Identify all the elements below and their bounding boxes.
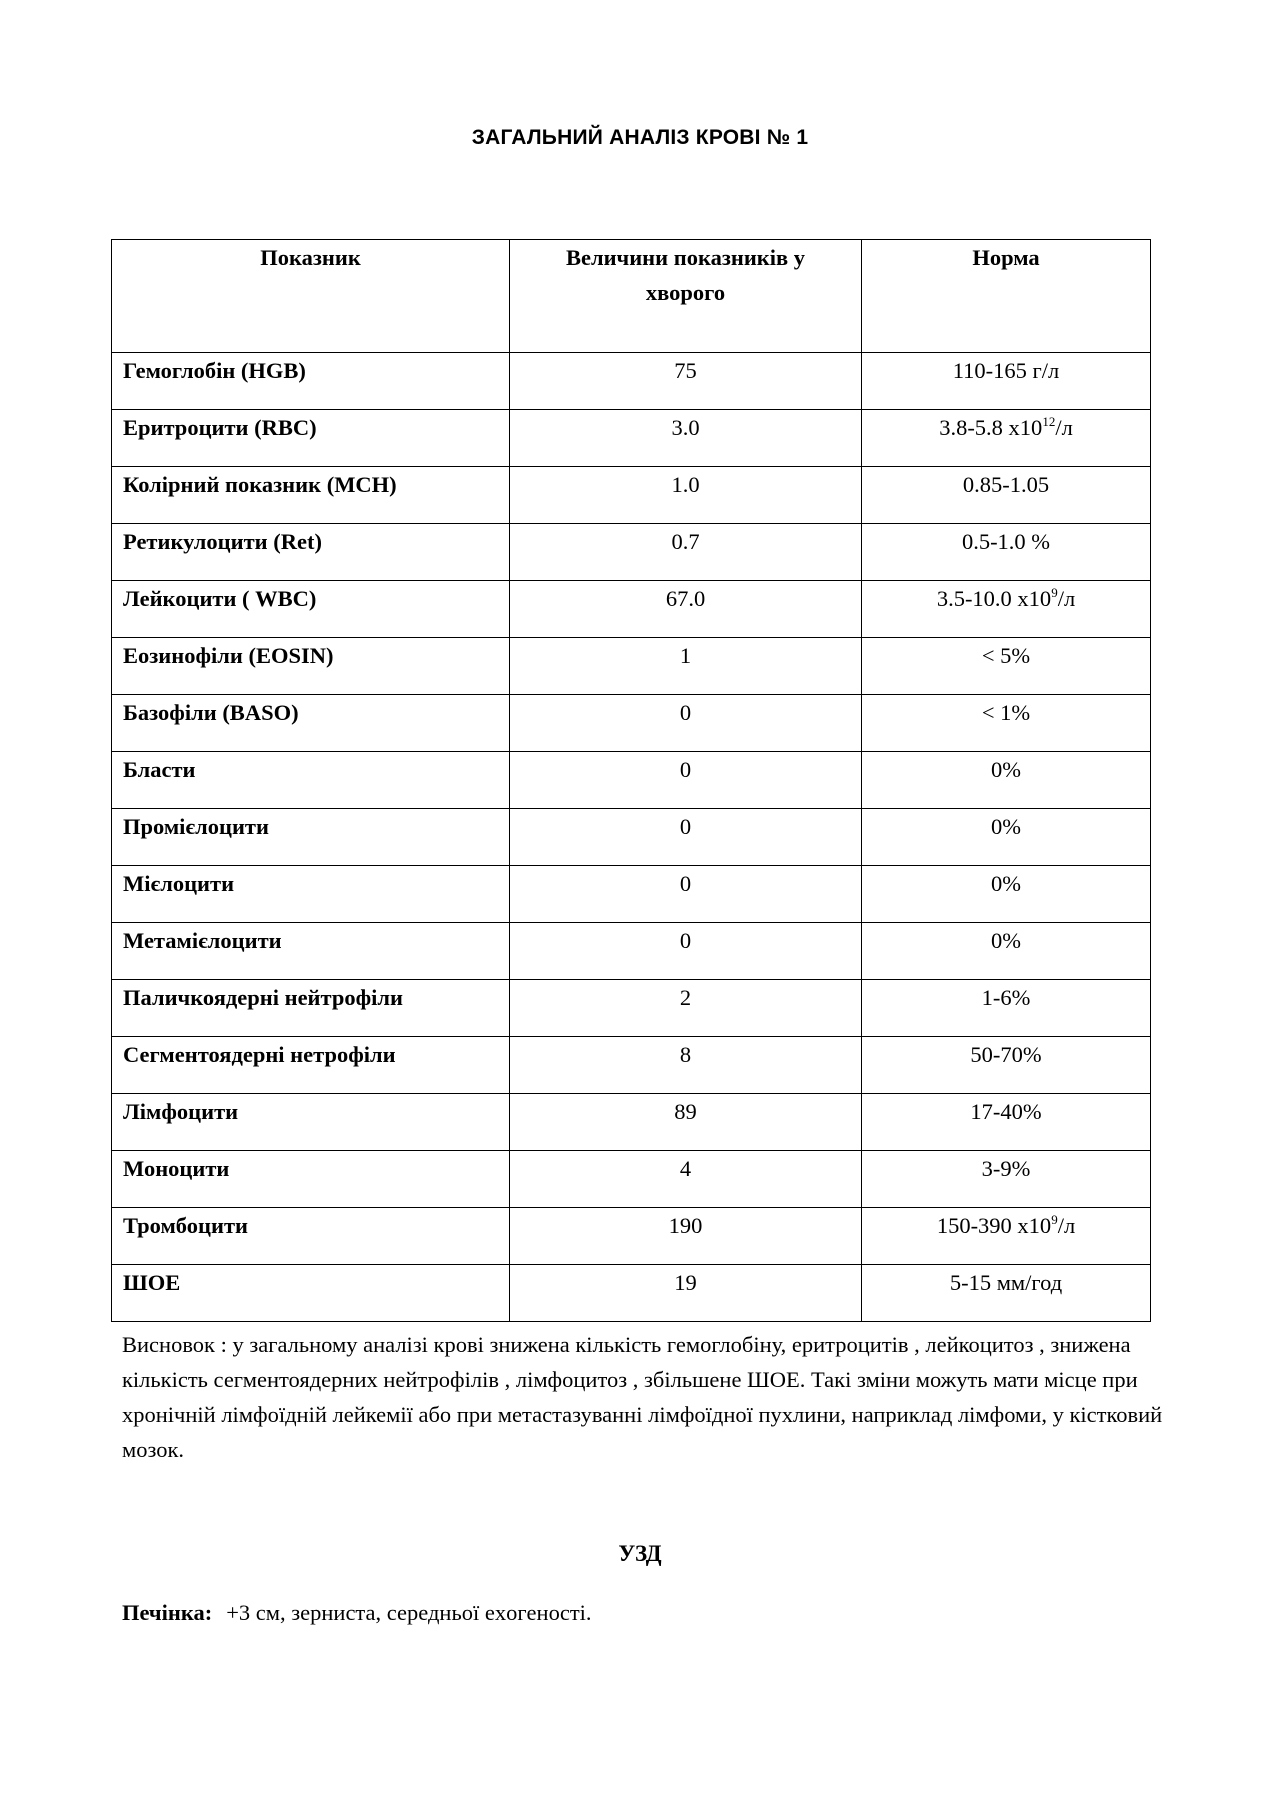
liver-text: +3 см, зерниста, середньої exoгeнocті. [226,1600,592,1625]
page-title: ЗАГАЛЬНИЙ АНАЛІЗ КРОВІ № 1 [471,126,809,149]
norm-base: < 5% [981,643,1031,668]
patient-value: 1.0 [510,467,862,524]
patient-value: 8 [510,1037,862,1094]
norm-base: 0% [991,814,1021,839]
table-row [112,1037,1151,1094]
patient-value: 0 [510,923,862,980]
indicator-name: Базофіли (BASO) [112,695,510,752]
norm-unit: /л [1057,1213,1076,1238]
norm-base: 17-40% [970,1099,1042,1124]
patient-value: 1 [510,638,862,695]
table-row [112,410,1151,467]
table-row [112,695,1151,752]
norm-exponent: 9 [1051,1212,1058,1227]
table-header-row [112,240,1151,353]
norm-value [862,923,1151,980]
table-row [112,467,1151,524]
patient-value: 19 [510,1265,862,1322]
indicator-name: Гемоглобін (HGB) [112,353,510,410]
header-indicator: Показник [112,240,510,353]
table-row [112,923,1151,980]
table-row [112,1208,1151,1265]
norm-value [862,353,1151,410]
blood-analysis-table [111,239,1151,1322]
table-row [112,1094,1151,1151]
norm-unit: /л [1057,586,1076,611]
indicator-name: Моноцити [112,1151,510,1208]
patient-value: 190 [510,1208,862,1265]
indicator-name: Мієлоцити [112,866,510,923]
norm-value [862,866,1151,923]
norm-base: 3.8-5.8 х10 [939,415,1043,440]
indicator-name: Колірний показник (MCH) [112,467,510,524]
norm-value [862,1094,1151,1151]
norm-value [862,1037,1151,1094]
norm-base: < 1% [981,700,1031,725]
indicator-name: Бласти [112,752,510,809]
norm-value [862,1265,1151,1322]
norm-base: 110-165 г/л [952,358,1060,383]
norm-base: 3-9% [981,1156,1031,1181]
norm-base: 5-15 мм/год [949,1270,1063,1295]
norm-value [862,524,1151,581]
table-row [112,1265,1151,1322]
indicator-name: Ретикулоцити (Ret) [112,524,510,581]
norm-base: 0% [991,871,1021,896]
norm-value [862,410,1151,467]
table-row [112,353,1151,410]
table-row [112,581,1151,638]
indicator-name: ШОЕ [112,1265,510,1322]
header-norm: Норма [862,240,1151,353]
patient-value: 2 [510,980,862,1037]
indicator-name: Тромбоцити [112,1208,510,1265]
table-row [112,809,1151,866]
indicator-name: Метамієлоцити [112,923,510,980]
norm-value [862,752,1151,809]
norm-base: 1-6% [981,985,1031,1010]
conclusion-text: Висновок : у загальному аналізі крові знижена кількість гемоглобіну, еритроцитів , лейкоцитоз , знижена кількість сегментоядерних нейтрофілів , лімфоцитоз , збільшене ШОЕ. Такі зміни можуть мати місце при хронічній лімфоїдній лейкемії або при метастазуванні лімфоїдної пухлини, наприклад лімфоми, у кістковий мозок. [122,1332,1163,1462]
liver-label: Печінка: [122,1600,213,1625]
indicator-name: Промієлоцити [112,809,510,866]
table-row [112,638,1151,695]
patient-value: 67.0 [510,581,862,638]
table-row [112,524,1151,581]
patient-value: 0 [510,866,862,923]
norm-base: 50-70% [970,1042,1042,1067]
norm-base: 150-390 х10 [936,1213,1052,1238]
indicator-name: Лейкоцити ( WBC) [112,581,510,638]
indicator-name: Лімфоцити [112,1094,510,1151]
patient-value: 75 [510,353,862,410]
norm-value [862,1151,1151,1208]
norm-value [862,581,1151,638]
header-patient-value: Величини показників у хворого [510,240,862,353]
table-row [112,980,1151,1037]
norm-value [862,467,1151,524]
patient-value: 0.7 [510,524,862,581]
norm-exponent: 12 [1042,414,1056,429]
indicator-name: Еритроцити (RBC) [112,410,510,467]
norm-unit: /л [1055,415,1073,440]
table-row [112,866,1151,923]
norm-base: 0% [991,928,1021,953]
norm-base: 0.85-1.05 [962,472,1050,497]
indicator-name: Сегментоядерні нетрофіли [112,1037,510,1094]
norm-base: 0.5-1.0 % [961,529,1051,554]
table-row [112,1151,1151,1208]
indicator-name: Еозинофіли (EOSIN) [112,638,510,695]
table-row [112,752,1151,809]
norm-base: 0% [991,757,1021,782]
patient-value: 89 [510,1094,862,1151]
norm-value [862,695,1151,752]
patient-value: 0 [510,752,862,809]
norm-value [862,638,1151,695]
patient-value: 4 [510,1151,862,1208]
uzd-title: УЗД [618,1541,662,1566]
liver-finding [122,1600,592,1626]
norm-exponent: 9 [1051,585,1058,600]
norm-value [862,809,1151,866]
norm-base: 3.5-10.0 х10 [936,586,1052,611]
indicator-name: Паличкоядерні нейтрофіли [112,980,510,1037]
norm-value [862,1208,1151,1265]
norm-value [862,980,1151,1037]
patient-value: 0 [510,809,862,866]
patient-value: 3.0 [510,410,862,467]
patient-value: 0 [510,695,862,752]
